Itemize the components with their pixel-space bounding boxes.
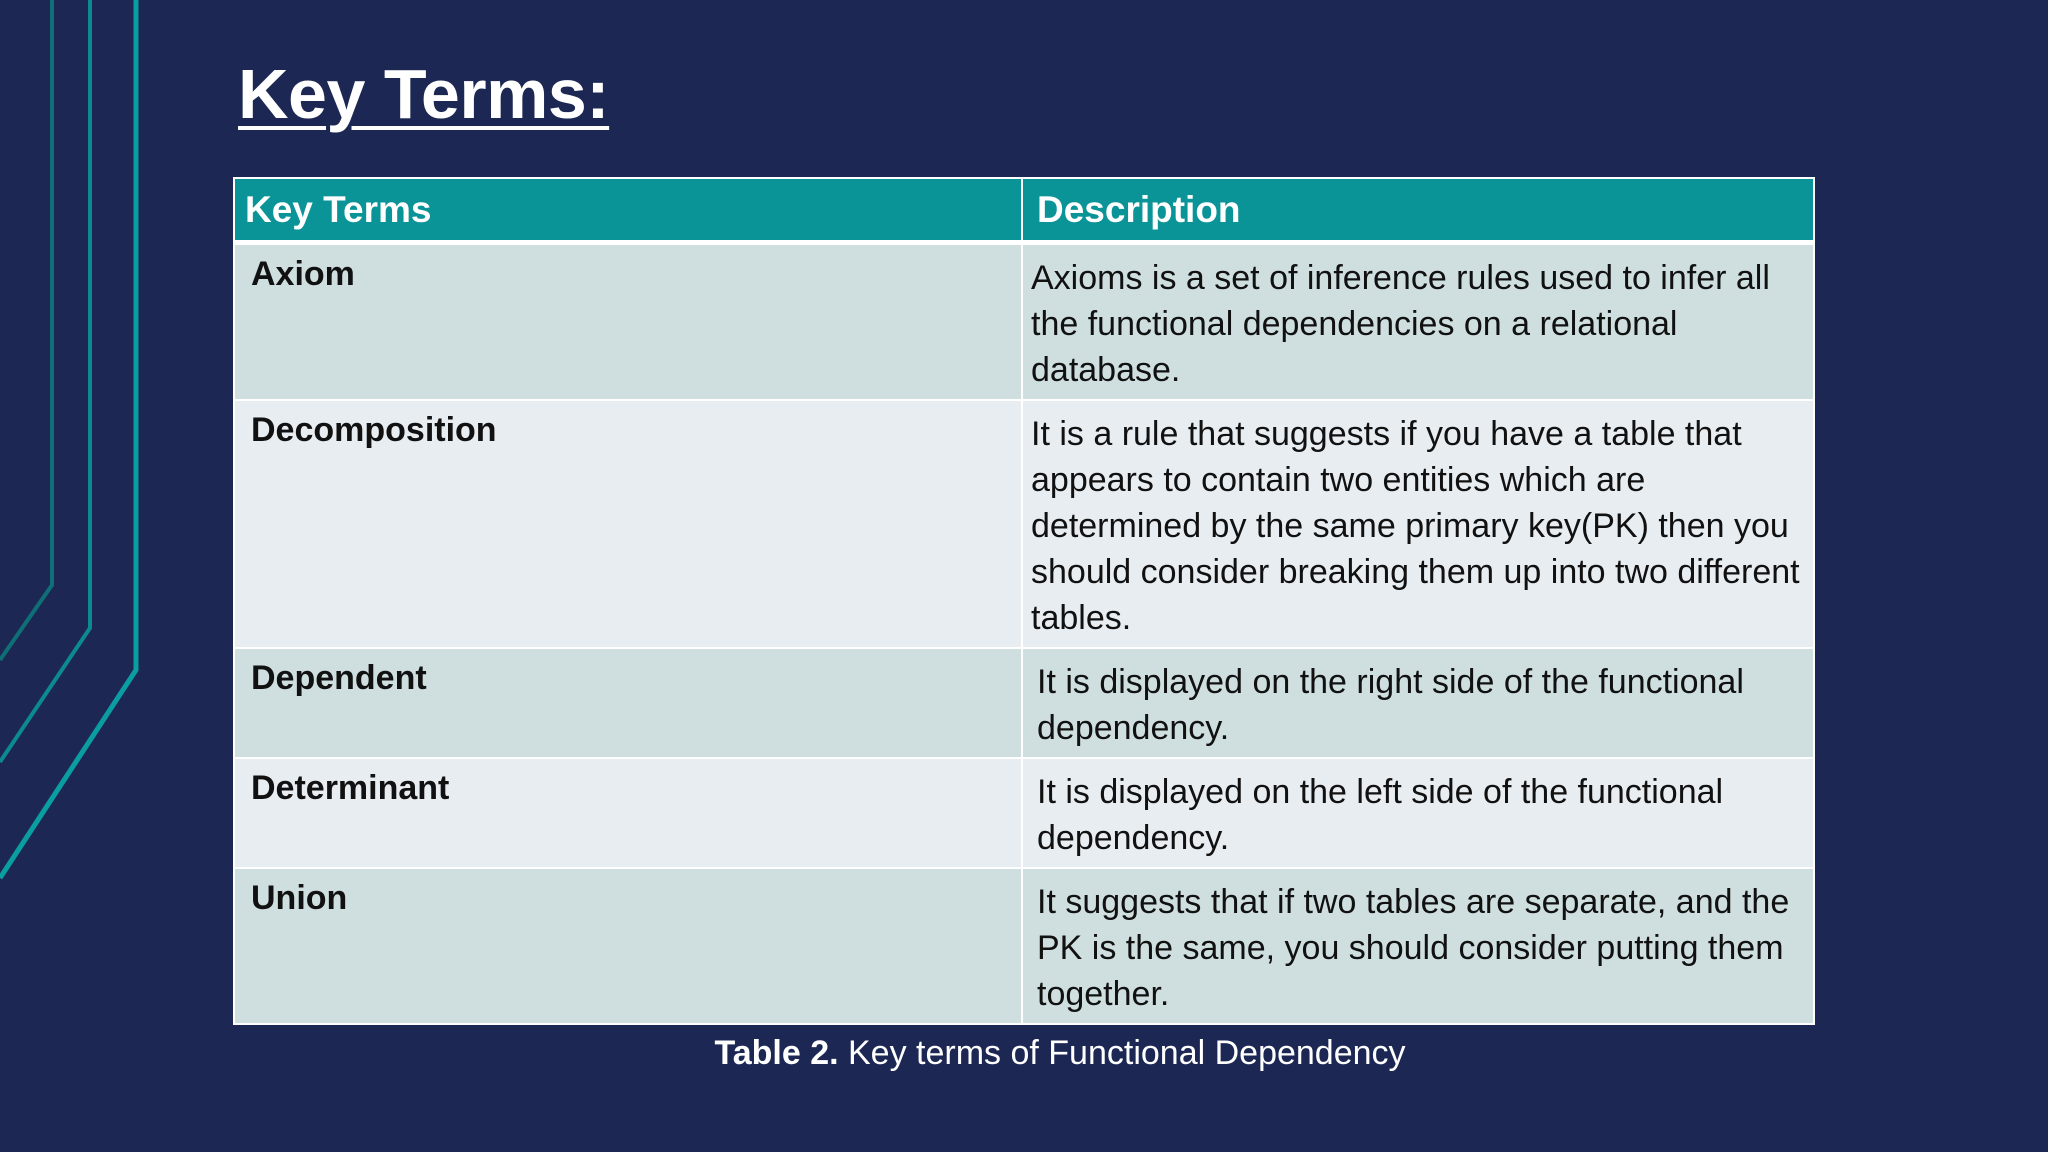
table-row (234, 758, 1814, 868)
slide-title: Key Terms: (238, 55, 610, 133)
term-cell: Decomposition (234, 400, 1022, 648)
description-cell: Axioms is a set of inference rules used to infer all the functional dependencies on a relational database. (1022, 242, 1814, 400)
term-cell: Determinant (234, 758, 1022, 868)
description-cell: It suggests that if two tables are separate, and the PK is the same, you should consider putting them together. (1022, 868, 1814, 1024)
table-row (234, 648, 1814, 758)
table-caption (0, 1034, 2048, 1073)
description-cell: It is a rule that suggests if you have a table that appears to contain two entities which are determined by the same primary key(PK) then you should consider breaking them up into two different tables. (1022, 400, 1814, 648)
key-terms-table (233, 177, 1815, 1025)
caption-text: Key terms of Functional Dependency (838, 1034, 1406, 1072)
description-cell: It is displayed on the right side of the functional dependency. (1022, 648, 1814, 758)
caption-label: Table 2. (714, 1034, 839, 1072)
description-cell: It is displayed on the left side of the functional dependency. (1022, 758, 1814, 868)
header-description: Description (1022, 178, 1814, 242)
table-row (234, 242, 1814, 400)
term-cell: Dependent (234, 648, 1022, 758)
table-header-row (234, 178, 1814, 242)
term-cell: Union (234, 868, 1022, 1024)
term-cell: Axiom (234, 242, 1022, 400)
table-row (234, 400, 1814, 648)
table-row (234, 868, 1814, 1024)
header-key-terms: Key Terms (234, 178, 1022, 242)
